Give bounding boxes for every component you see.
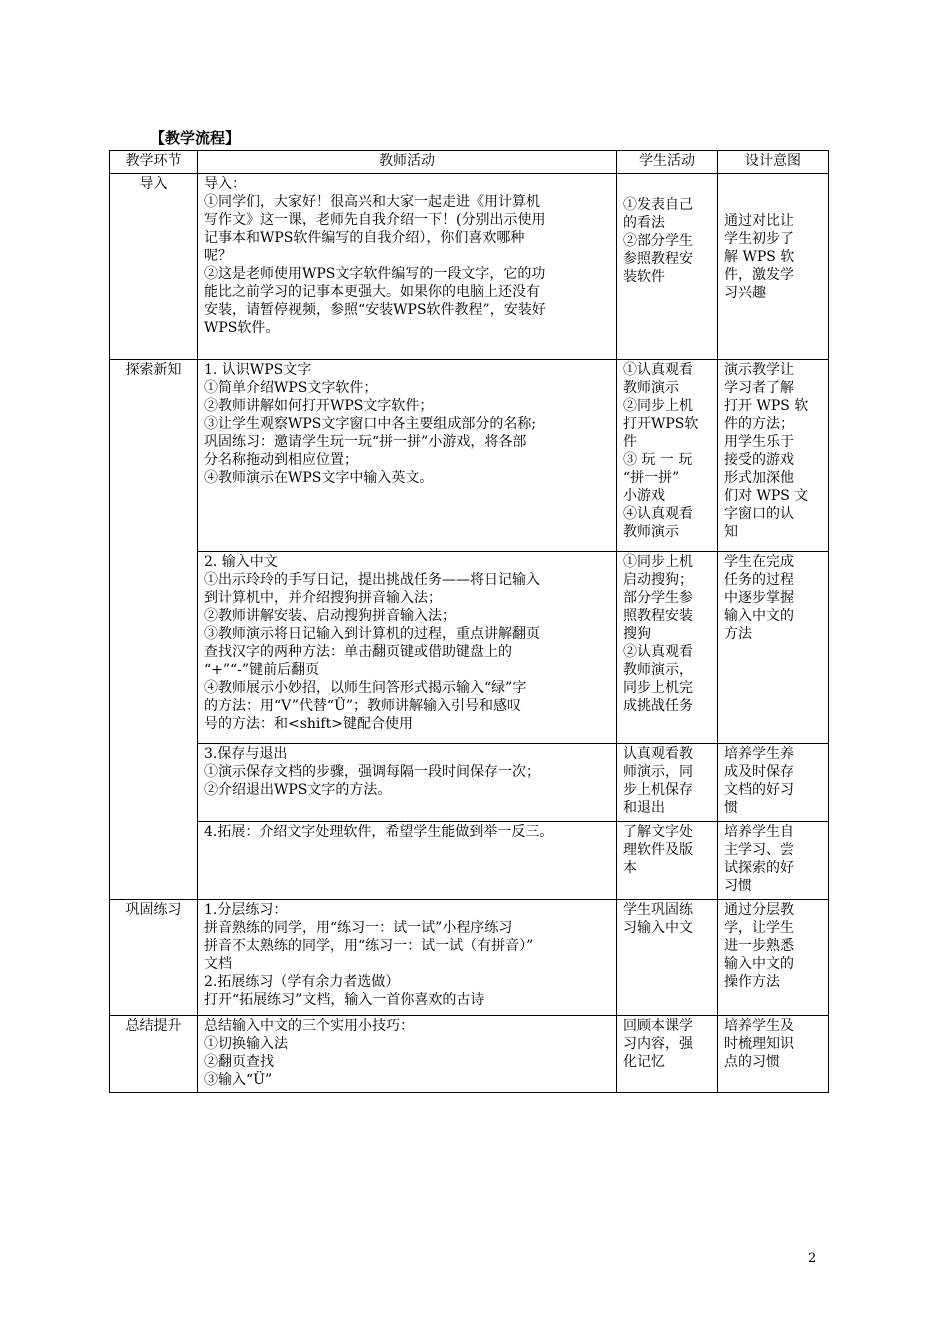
text-line: ③教师演示将日记输入到计算机的过程，重点讲解翻页: [204, 626, 540, 642]
text-line: 打开 WPS 软: [724, 398, 809, 414]
design-intent-cell: [718, 174, 829, 360]
text-line: 主学习、尝: [724, 842, 794, 858]
text-line: 了解文字处: [623, 824, 693, 840]
section-title: 【教学流程】: [150, 129, 241, 147]
text-line: 习内容，强: [623, 1036, 693, 1052]
text-line: ②介绍退出WPS文字的方法。: [204, 782, 392, 798]
text-line: 培养学生及: [724, 1018, 794, 1034]
text-line: 培养学生养: [724, 746, 794, 762]
text-line: 查找汉字的两种方法：单击翻页键或借助键盘上的: [204, 644, 512, 660]
text-line: 试探索的好: [724, 860, 794, 876]
text-line: 习惯: [724, 878, 752, 894]
design-intent-cell: [718, 744, 829, 822]
text-line: 步上机保存: [623, 782, 693, 798]
text-line: ②教师讲解安装、启动搜狗拼音输入法；: [204, 608, 456, 624]
stage-cell: 导入: [110, 174, 198, 360]
text-line: 通过分层教: [724, 902, 794, 918]
text-line: 件的方法；: [724, 416, 794, 432]
text-line: 学，让学生: [724, 920, 794, 936]
text-line: 时梳理知识: [724, 1036, 794, 1052]
text-line: 接受的游戏: [724, 452, 794, 468]
text-line: ②同步上机: [623, 398, 693, 414]
text-line: 中逐步掌握: [724, 590, 794, 606]
text-line: 件，激发学: [724, 267, 794, 283]
header-design-intent: 设计意图: [718, 151, 829, 174]
student-activity-cell: [617, 552, 718, 744]
student-activity-cell: [617, 174, 718, 360]
text-line: 件: [623, 434, 637, 450]
text-line: 总结输入中文的三个实用小技巧：: [204, 1018, 414, 1034]
teacher-activity-cell: [198, 822, 617, 900]
table-header-row: [110, 151, 829, 174]
text-line: 2. 输入中文: [204, 554, 278, 570]
text-line: 输入中文的: [724, 608, 794, 624]
text-line: 通过对比让: [724, 213, 794, 229]
text-line: 化记忆: [623, 1054, 665, 1070]
text-line: 学生初步了: [724, 231, 794, 247]
teacher-activity-cell: [198, 174, 617, 360]
teaching-flow-table: [109, 150, 829, 1093]
design-intent-cell: [718, 552, 829, 744]
design-intent-cell: [718, 900, 829, 1016]
table-row: [110, 360, 829, 552]
text-line: 形式加深他: [724, 470, 794, 486]
text-line: 培养学生自: [724, 824, 794, 840]
text-line: 2.拓展练习（学有余力者选做）: [204, 974, 400, 990]
text-line: ①发表自己: [623, 197, 693, 213]
text-line: 学生在完成: [724, 554, 794, 570]
text-line: 解 WPS 软: [724, 249, 795, 265]
text-line: 启动搜狗；: [623, 572, 693, 588]
text-line: 成及时保存: [724, 764, 794, 780]
text-line: 照教程安装: [623, 608, 693, 624]
text-line: ①同步上机: [623, 554, 693, 570]
text-line: 能比之前学习的记事本更强大。如果你的电脑上还没有: [204, 284, 540, 300]
text-line: 进一步熟悉: [724, 938, 794, 954]
text-line: 打开“拓展练习”文档，输入一首你喜欢的古诗: [204, 992, 485, 1008]
text-line: 4.拓展：介绍文字处理软件，希望学生能做到举一反三。: [204, 824, 554, 840]
text-line: 搜狗: [623, 626, 651, 642]
text-line: ①切换输入法: [204, 1036, 288, 1052]
text-line: 教师演示: [623, 524, 679, 540]
page-number: 2: [808, 1251, 817, 1266]
text-line: 同步上机完: [623, 680, 693, 696]
text-line: 理软件及版: [623, 842, 693, 858]
stage-cell: 总结提升: [110, 1016, 198, 1093]
stage-cell: 探索新知: [110, 360, 198, 900]
text-line: 演示教学让: [724, 362, 794, 378]
text-line: ①同学们，大家好！很高兴和大家一起走进《用计算机: [204, 194, 540, 210]
teacher-activity-cell: [198, 900, 617, 1016]
text-line: ①简单介绍WPS文字软件；: [204, 380, 378, 396]
text-line: 拼音不太熟练的同学，用“练习一：试一试（有拼音）”: [204, 938, 534, 954]
teacher-activity-cell: [198, 552, 617, 744]
text-line: 教师演示，: [623, 662, 693, 678]
teacher-activity-cell: [198, 1016, 617, 1093]
text-line: 文档: [204, 956, 232, 972]
text-line: 们对 WPS 文: [724, 488, 809, 504]
text-line: 回顾本课学: [623, 1018, 693, 1034]
text-line: 和退出: [623, 800, 665, 816]
student-activity-cell: [617, 900, 718, 1016]
text-line: 安装，请暂停视频，参照“安装WPS软件教程”，安装好: [204, 302, 546, 318]
text-line: 字窗口的认: [724, 506, 794, 522]
text-line: “拼一拼”: [623, 470, 680, 486]
design-intent-cell: [718, 822, 829, 900]
text-line: ②认真观看: [623, 644, 693, 660]
text-line: 师演示，同: [623, 764, 693, 780]
text-line: ②教师讲解如何打开WPS文字软件；: [204, 398, 434, 414]
text-line: 学习者了解: [724, 380, 794, 396]
teacher-activity-cell: [198, 360, 617, 552]
text-line: 参照教程安: [623, 251, 693, 267]
text-line: ①认真观看: [623, 362, 693, 378]
text-line: 1. 认识WPS文字: [204, 362, 312, 378]
text-line: ②翻页查找: [204, 1054, 274, 1070]
text-line: ④认真观看: [623, 506, 693, 522]
text-line: 号的方法：和<shift>键配合使用: [204, 716, 413, 732]
text-line: 输入中文的: [724, 956, 794, 972]
text-line: 学生巩固练: [623, 902, 693, 918]
text-line: ②部分学生: [623, 233, 693, 249]
text-line: ③让学生观察WPS文字窗口中各主要组成部分的名称;: [204, 416, 537, 432]
text-line: 打开WPS软: [623, 416, 699, 432]
text-line: 写作文》这一课，老师先自我介绍一下！(分别出示使用: [204, 212, 546, 228]
text-line: “+”“-”键前后翻页: [204, 662, 320, 678]
table-row: [110, 900, 829, 1016]
text-line: ③ 玩 一 玩: [623, 452, 693, 468]
text-line: 部分学生参: [623, 590, 693, 606]
text-line: 任务的过程: [724, 572, 794, 588]
text-line: 装软件: [623, 269, 665, 285]
table-row: [110, 744, 829, 822]
text-line: 呢？: [204, 248, 232, 264]
text-line: 习兴趣: [724, 285, 766, 301]
student-activity-cell: [617, 822, 718, 900]
header-student-activity: 学生活动: [617, 151, 718, 174]
text-line: 点的习惯: [724, 1054, 780, 1070]
text-line: 教师演示: [623, 380, 679, 396]
text-line: ①出示玲玲的手写日记，提出挑战任务——将日记输入: [204, 572, 540, 588]
text-line: 惯: [724, 800, 738, 816]
student-activity-cell: [617, 1016, 718, 1093]
text-line: WPS软件。: [204, 320, 280, 336]
header-teacher-activity: 教师活动: [198, 151, 617, 174]
text-line: 操作方法: [724, 974, 780, 990]
text-line: 的看法: [623, 215, 665, 231]
text-line: 3.保存与退出: [204, 746, 288, 762]
text-line: ②这是老师使用WPS文字软件编写的一段文字，它的功: [204, 266, 546, 282]
text-line: 方法: [724, 626, 752, 642]
text-line: ③输入“Ü”: [204, 1072, 273, 1088]
text-line: 习输入中文: [623, 920, 693, 936]
student-activity-cell: [617, 360, 718, 552]
text-line: 导入：: [204, 176, 246, 192]
text-line: 认真观看教: [623, 746, 693, 762]
text-line: ④教师演示在WPS文字中输入英文。: [204, 470, 434, 486]
design-intent-cell: [718, 1016, 829, 1093]
text-line: 文档的好习: [724, 782, 794, 798]
design-intent-cell: [718, 360, 829, 552]
text-line: 成挑战任务: [623, 698, 693, 714]
text-line: 1.分层练习：: [204, 902, 288, 918]
text-line: 到计算机中，并介绍搜狗拼音输入法；: [204, 590, 442, 606]
text-line: 的方法：用“V”代替“Ü”；教师讲解输入引号和感叹: [204, 698, 522, 714]
text-line: 记事本和WPS软件编写的自我介绍），你们喜欢哪种: [204, 230, 525, 246]
text-line: 巩固练习：邀请学生玩一玩“拼一拼”小游戏，将各部: [204, 434, 527, 450]
text-line: 知: [724, 524, 738, 540]
student-activity-cell: [617, 744, 718, 822]
text-line: 分名称拖动到相应位置；: [204, 452, 358, 468]
text-line: 本: [623, 860, 637, 876]
header-stage: 教学环节: [110, 151, 198, 174]
table-row: [110, 1016, 829, 1093]
text-line: ①演示保存文档的步骤，强调每隔一段时间保存一次；: [204, 764, 540, 780]
text-line: 用学生乐于: [724, 434, 794, 450]
text-line: ④教师展示小妙招，以师生问答形式揭示输入“绿”字: [204, 680, 527, 696]
text-line: 小游戏: [623, 488, 665, 504]
teacher-activity-cell: [198, 744, 617, 822]
text-line: 拼音熟练的同学，用“练习一：试一试”小程序练习: [204, 920, 513, 936]
table-row: [110, 174, 829, 360]
table-row: [110, 552, 829, 744]
stage-cell: 巩固练习: [110, 900, 198, 1016]
table-row: [110, 822, 829, 900]
